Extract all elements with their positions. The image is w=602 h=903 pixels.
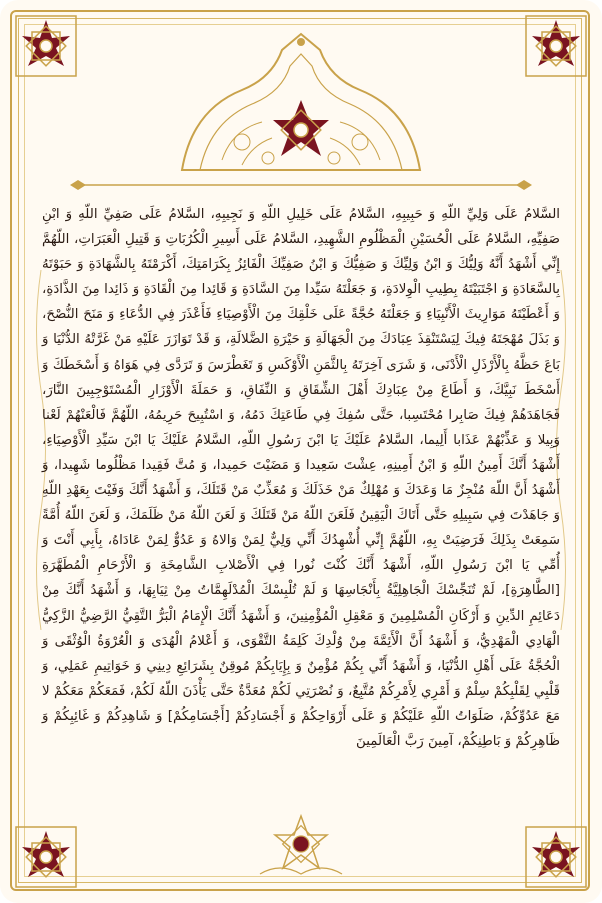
corner-rosette-icon [14,14,78,78]
corner-rosette-icon [14,825,78,889]
divider-line [70,178,532,192]
ziyarat-text: السَّلامُ عَلَى وَلِيِّ اللّهِ وَ حَبِيبِهِ، السَّلامُ عَلَى خَلِيلِ اللّهِ وَ نَجِيبِهِ، السَّلامُ عَلَى صَفِيِّ اللّهِ وَ ابْنِ صَفِيِّهِ، السَّلامُ عَلَى الْحُسَيْنِ الْمَظْلُومِ الشَّهِيدِ، السَّلامُ عَلَى أَسِيرِ الْكُرُبَاتِ وَ قَتِيلِ الْعَبَرَاتِ، اللّهُمَّ إِنِّي أَشْهَدُ أَنَّهُ وَلِيُّكَ وَ ابْنُ وَلِيِّكَ وَ صَفِيُّكَ وَ ابْنُ صَفِيِّكَ الْفَائِزُ بِكَرَامَتِكَ، أَكْرَمْتَهُ بِالشَّهَادَةِ وَ حَبَوْتَهُ بِالسَّعَادَةِ وَ اجْتَبَيْتَهُ بِطِيبِ الْوِلادَةِ، وَ جَعَلْتَهُ سَيِّدا مِنَ السَّادَةِ وَ قَائِدا مِنَ الْقَادَةِ وَ ذَائِدا مِنَ الذَّادَةِ، وَ أَعْطَيْتَهُ مَوَارِيثَ الْأَنْبِيَاءِ وَ جَعَلْتَهُ حُجَّةً عَلَى خَلْقِكَ مِنَ الْأَوْصِيَاءِ فَأَعْذَرَ فِي الدُّعَاءِ وَ مَنَحَ النُّصْحَ، وَ بَذَلَ مُهْجَتَهُ فِيكَ لِيَسْتَنْقِذَ عِبَادَكَ مِنَ الْجَهَالَةِ وَ حَيْرَةِ الضَّلالَةِ، وَ قَدْ تَوَازَرَ عَلَيْهِ مَنْ غَرَّتْهُ الدُّنْيَا وَ بَاعَ حَظَّهُ بِالْأَرْذَلِ الْأَدْنَى، وَ شَرَى آخِرَتَهُ بِالثَّمَنِ الْأَوْكَسِ وَ تَغَطْرَسَ وَ تَرَدَّى فِي هَوَاهُ وَ أَسْخَطَكَ وَ أَسْخَطَ نَبِيَّكَ، وَ أَطَاعَ مِنْ عِبَادِكَ أَهْلَ الشِّقَاقِ وَ النِّفَاقِ، وَ حَمَلَةَ الْأَوْزَارِ الْمُسْتَوْجِبِينَ النَّارَ، فَجَاهَدَهُمْ فِيكَ صَابِرا مُحْتَسِبا، حَتَّى سُفِكَ فِي طَاعَتِكَ دَمُهُ، وَ اسْتُبِيحَ حَرِيمُهُ، اللّهُمَّ فَالْعَنْهُمْ لَعْنا وَبِيلا وَ عَذِّبْهُمْ عَذَابا أَلِيما، السَّلامُ عَلَيْكَ يَا ابْنَ رَسُولِ اللّهِ، السَّلامُ عَلَيْكَ يَا ابْنَ سَيِّدِ الْأَوْصِيَاءِ، أَشْهَدُ أَنَّكَ أَمِينُ اللّهِ وَ ابْنُ أَمِينِهِ، عِشْتَ سَعِيدا وَ مَضَيْتَ حَمِيدا، وَ مُتَّ فَقِيدا مَظْلُوما شَهِيدا، وَ أَشْهَدُ أَنَّ اللّهَ مُنْجِزٌ مَا وَعَدَكَ وَ مُهْلِكٌ مَنْ خَذَلَكَ وَ مُعَذِّبٌ مَنْ قَتَلَكَ، وَ أَشْهَدُ أَنَّكَ وَفَيْتَ بِعَهْدِ اللّهِ وَ جَاهَدْتَ فِي سَبِيلِهِ حَتَّى أَتَاكَ الْيَقِينُ فَلَعَنَ اللّهُ مَنْ قَتَلَكَ وَ لَعَنَ اللّهُ مَنْ ظَلَمَكَ، وَ لَعَنَ اللّهُ أُمَّةً سَمِعَتْ بِذَلِكَ فَرَضِيَتْ بِهِ، اللّهُمَّ إِنِّي أُشْهِدُكَ أَنِّي وَلِيٌّ لِمَنْ وَالاهُ وَ عَدُوٌّ لِمَنْ عَادَاهُ، بِأَبِي أَنْتَ وَ أُمِّي يَا ابْنَ رَسُولِ اللّهِ، أَشْهَدُ أَنَّكَ كُنْتَ نُورا فِي الْأَصْلابِ الشَّامِخَةِ وَ الْأَرْحَامِ الْمُطَهَّرَةِ [الطَّاهِرَةِ]، لَمْ تُنَجِّسْكَ الْجَاهِلِيَّةُ بِأَنْجَاسِهَا وَ لَمْ تُلْبِسْكَ الْمُدْلَهِمَّاتُ مِنْ ثِيَابِهَا، وَ أَشْهَدُ أَنَّكَ مِنْ دَعَائِمِ الدِّينِ وَ أَرْكَانِ الْمُسْلِمِينَ وَ مَعْقِلِ الْمُؤْمِنِينَ، وَ أَشْهَدُ أَنَّكَ الْإِمَامُ الْبَرُّ التَّقِيُّ الرَّضِيُّ الزَّكِيُّ الْهَادِي الْمَهْدِيُّ، وَ أَشْهَدُ أَنَّ الْأَئِمَّةَ مِنْ وُلْدِكَ كَلِمَةُ التَّقْوَى، وَ أَعْلامُ الْهُدَى وَ الْعُرْوَةُ الْوُثْقَى وَ الْحُجَّةُ عَلَى أَهْلِ الدُّنْيَا، وَ أَشْهَدُ أَنِّي بِكُمْ مُؤْمِنٌ وَ بِإِيَابِكُمْ مُوقِنٌ بِشَرَائِعِ دِينِي وَ خَوَاتِيمِ عَمَلِي، وَ قَلْبِي لِقَلْبِكُمْ سِلْمٌ وَ أَمْرِي لِأَمْرِكُمْ مُتَّبِعٌ، وَ نُصْرَتِي لَكُمْ مُعَدَّةٌ حَتَّى يَأْذَنَ اللّهُ لَكُمْ، فَمَعَكُمْ مَعَكُمْ لا مَعَ عَدُوِّكُمْ، صَلَوَاتُ اللّهِ عَلَيْكُمْ وَ عَلَى أَرْوَاحِكُمْ وَ أَجْسَادِكُمْ [أَجْسَامِكُمْ] وَ شَاهِدِكُمْ وَ غَائِبِكُمْ وَ ظَاهِرِكُمْ وَ بَاطِنِكُمْ، آمِينَ رَبَّ الْعَالَمِينَ [42,207,560,749]
arch-ornament [172,30,430,180]
corner-rosette-icon [524,14,588,78]
corner-rosette-icon [524,825,588,889]
bottom-rosette-icon [258,812,344,882]
